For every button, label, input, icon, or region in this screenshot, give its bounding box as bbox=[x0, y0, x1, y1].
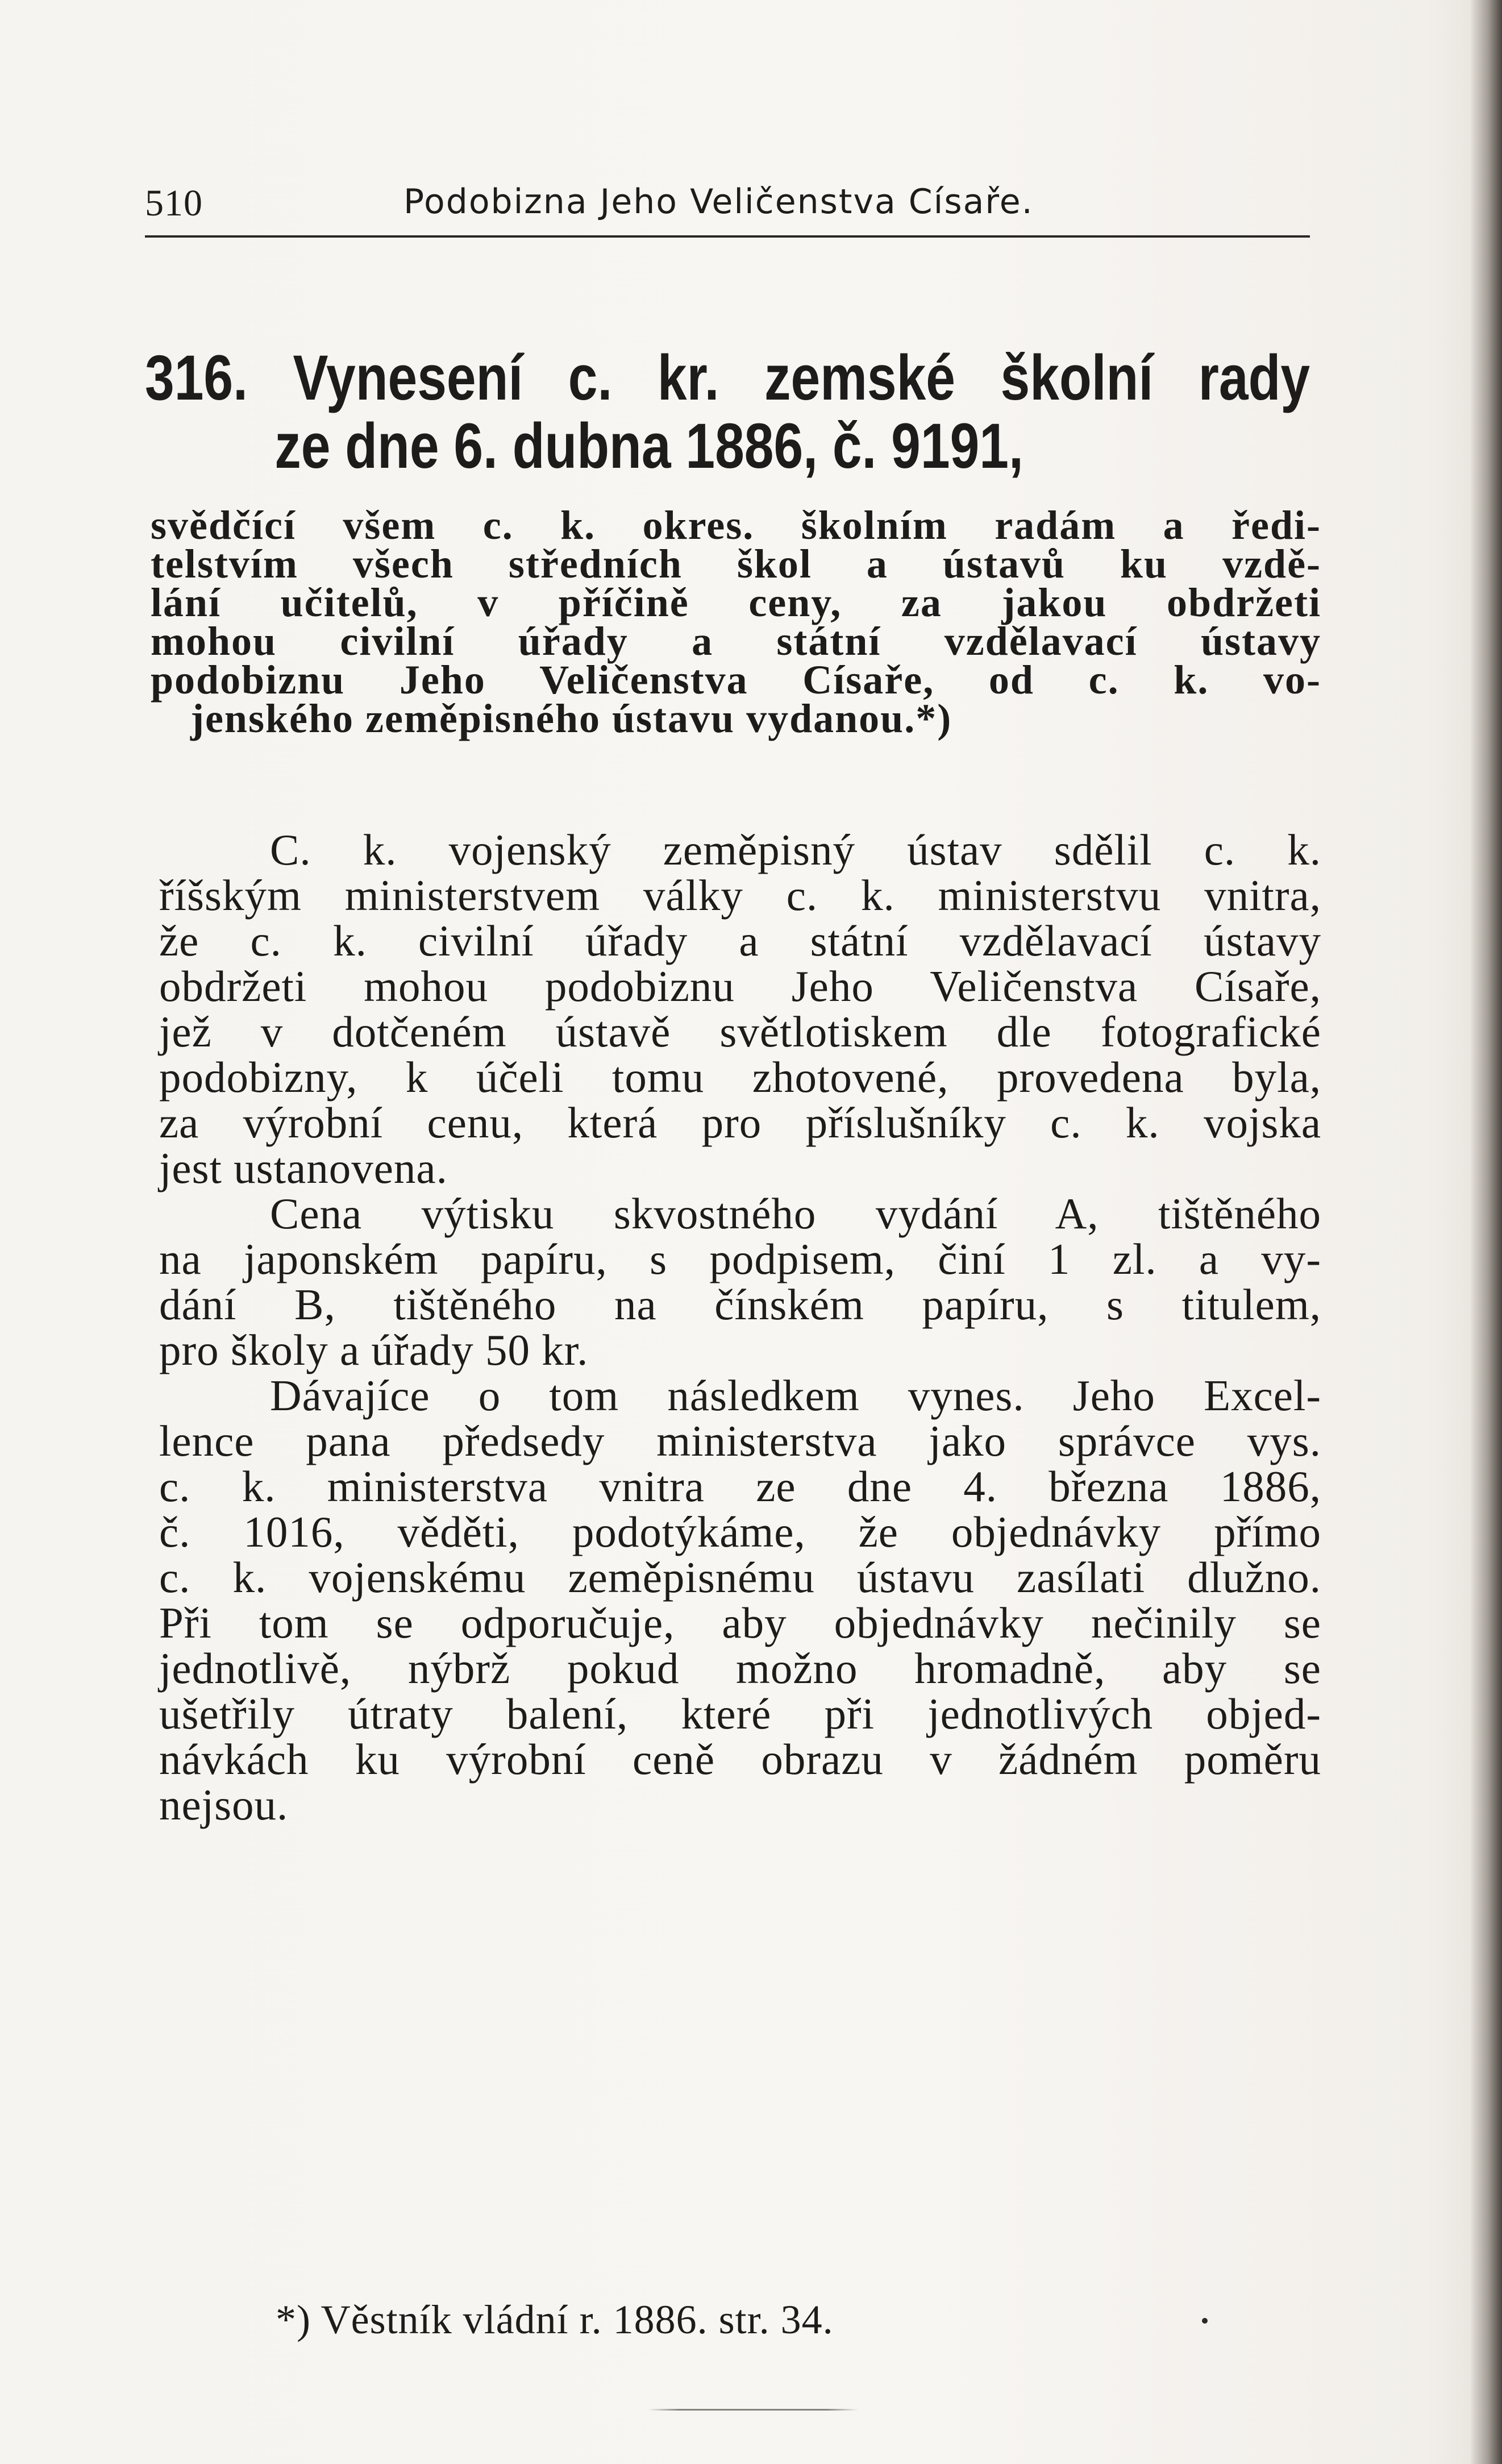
body-line: na japonském papíru, s podpisem, činí 1 zl. a vy- bbox=[159, 1235, 1321, 1283]
body-line: c. k. vojenskému zeměpisnému ústavu zasílati dlužno. bbox=[159, 1553, 1321, 1602]
body-line: obdržeti mohou podobiznu Jeho Veličenstva Císaře, bbox=[159, 962, 1321, 1011]
body-line: za výrobní cenu, která pro příslušníky c. k. vojska bbox=[159, 1098, 1321, 1147]
running-title: Podobizna Jeho Veličenstva Císaře. bbox=[403, 182, 1034, 222]
footnote: *) Věstník vládní r. 1886. str. 34. bbox=[276, 2297, 834, 2342]
page-edge-shadow bbox=[1471, 0, 1502, 2464]
body-line: jest ustanovena. bbox=[159, 1144, 448, 1192]
running-head bbox=[145, 176, 1313, 227]
subtitle-line: mohou civilní úřady a státní vzdělavací ústavy bbox=[151, 618, 1321, 664]
body-line: říšským ministerstvem války c. k. ministerstvu vnitra, bbox=[159, 871, 1321, 920]
subtitle-line: lání učitelů, v příčině ceny, za jakou obdržeti bbox=[151, 580, 1321, 625]
page-number: 510 bbox=[145, 182, 203, 224]
subtitle-line: jenského zeměpisného ústavu vydanou.*) bbox=[190, 696, 952, 741]
header-rule bbox=[145, 235, 1310, 238]
body-line: dání B, tištěného na čínském papíru, s titulem, bbox=[159, 1280, 1321, 1329]
body-line: podobizny, k účeli tomu zhotovené, provedena byla, bbox=[159, 1053, 1321, 1102]
body-line: Dávajíce o tom následkem vynes. Jeho Excel- bbox=[270, 1371, 1321, 1420]
body-line: C. k. vojenský zeměpisný ústav sdělil c. k. bbox=[270, 825, 1321, 874]
section-subtitle bbox=[151, 502, 1321, 741]
body-line: že c. k. civilní úřady a státní vzdělavací ústavy bbox=[159, 916, 1321, 965]
paragraph-3 bbox=[159, 1373, 1321, 1827]
body-line: Při tom se odporučuje, aby objednávky nečinily se bbox=[159, 1598, 1321, 1647]
body-line: pro školy a úřady 50 kr. bbox=[159, 1326, 589, 1374]
body-line: návkách ku výrobní ceně obrazu v žádném poměru bbox=[159, 1735, 1321, 1784]
body-line: c. k. ministerstva vnitra ze dne 4. března 1886, bbox=[159, 1462, 1321, 1511]
body-line: ušetřily útraty balení, které při jednotlivých objed- bbox=[159, 1689, 1321, 1738]
paragraph-1 bbox=[159, 827, 1321, 1191]
print-speck bbox=[1202, 2318, 1208, 2324]
subtitle-line: podobiznu Jeho Veličenstva Císaře, od c. k. vo- bbox=[151, 657, 1321, 703]
body-text bbox=[159, 827, 1321, 1827]
heading-line-2: ze dne 6. dubna 1886, č. 9191, bbox=[274, 410, 1023, 481]
subtitle-line: svědčící všem c. k. okres. školním radám a ředi- bbox=[151, 502, 1321, 548]
subtitle-line: telstvím všech středních škol a ústavů ku vzdě- bbox=[151, 541, 1321, 587]
paragraph-2 bbox=[159, 1191, 1321, 1373]
heading-line-1: 316. Vynesení c. kr. zemské školní rady bbox=[145, 342, 1310, 413]
body-line: jednotlivě, nýbrž pokud možno hromadně, aby se bbox=[159, 1644, 1321, 1693]
body-line: Cena výtisku skvostného vydání A, tištěného bbox=[270, 1189, 1321, 1238]
body-line: jež v dotčeném ústavě světlotiskem dle fotografické bbox=[159, 1007, 1321, 1056]
section-heading bbox=[145, 342, 1310, 481]
footer-rule bbox=[648, 2409, 858, 2411]
body-line: č. 1016, věděti, podotýkáme, že objednávky přímo bbox=[159, 1507, 1321, 1556]
body-line: lence pana předsedy ministerstva jako správce vys. bbox=[159, 1416, 1321, 1465]
body-line: nejsou. bbox=[159, 1780, 289, 1829]
